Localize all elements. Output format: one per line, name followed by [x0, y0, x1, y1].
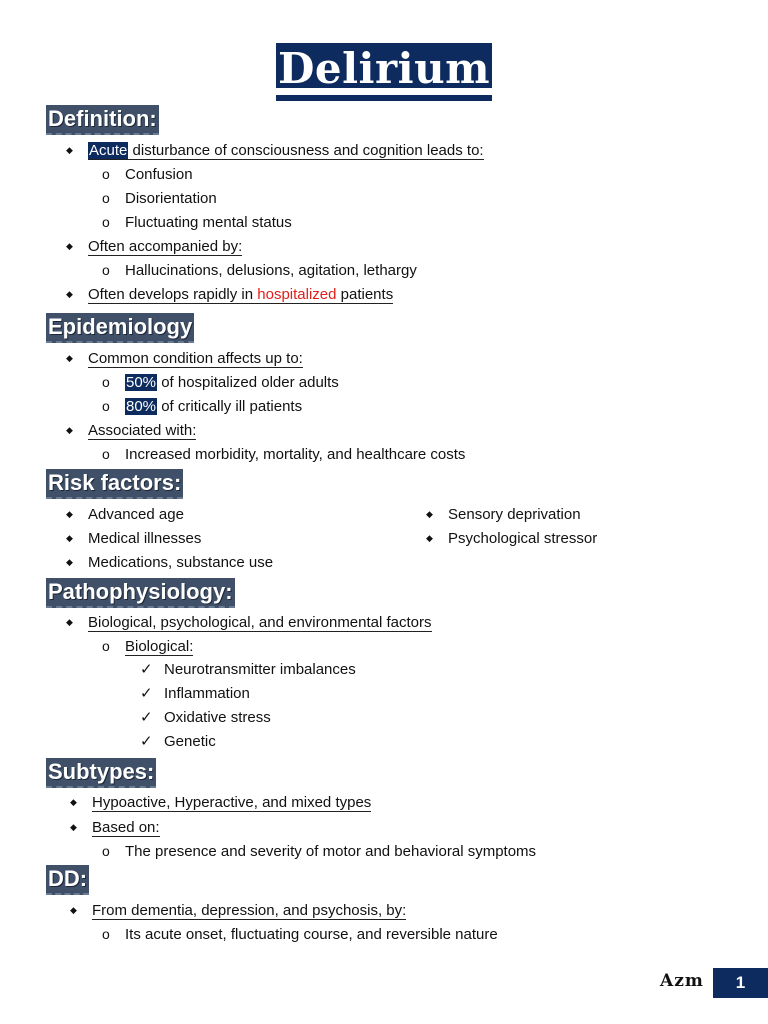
diamond-bullet-icon: ◆	[70, 822, 77, 832]
list-item	[140, 732, 216, 752]
list-item	[140, 660, 356, 680]
title-wrap	[0, 43, 768, 101]
circle-bullet-icon: o	[102, 843, 110, 859]
list-item	[102, 164, 193, 185]
list-item	[66, 140, 484, 161]
list-item	[426, 504, 581, 525]
diamond-bullet-icon: ◆	[66, 509, 73, 519]
list-item-text: Its acute onset, fluctuating course, and reversible nature	[125, 926, 498, 943]
circle-bullet-icon: o	[102, 262, 110, 278]
list-item-text: Hypoactive, Hyperactive, and mixed types	[92, 794, 372, 811]
list-item	[102, 924, 498, 945]
list-item	[66, 236, 242, 257]
list-item-text: disturbance of consciousness and cognition leads to:	[128, 142, 484, 159]
list-item-text: The presence and severity of motor and behavioral symptoms	[125, 843, 537, 860]
heading-dd: DD:	[46, 865, 89, 895]
checkmark-icon: ✓	[140, 685, 153, 702]
highlight-percent: 50%	[126, 374, 157, 391]
heading-subtypes: Subtypes:	[46, 758, 156, 788]
list-item-text: Advanced age	[88, 506, 184, 523]
list-item	[66, 612, 432, 633]
diamond-bullet-icon: ◆	[66, 617, 73, 627]
list-item-text: of hospitalized older adults	[157, 374, 339, 391]
circle-bullet-icon: o	[102, 374, 110, 390]
list-item-text: Genetic	[164, 733, 216, 750]
list-item-text: Medications, substance use	[88, 554, 274, 571]
heading-pathophysiology: Pathophysiology:	[46, 578, 235, 608]
list-item-text: Biological:	[125, 638, 194, 655]
diamond-bullet-icon: ◆	[66, 533, 73, 543]
list-item	[102, 396, 302, 417]
list-item-text: Often accompanied by:	[88, 238, 243, 255]
diamond-bullet-icon: ◆	[66, 425, 73, 435]
footer-signature: Azm	[660, 971, 704, 991]
list-item-text: Increased morbidity, mortality, and healthcare costs	[125, 446, 466, 463]
list-item	[70, 792, 371, 813]
list-item	[102, 636, 193, 657]
list-item-text: Inflammation	[164, 685, 250, 702]
diamond-bullet-icon: ◆	[66, 145, 73, 155]
diamond-bullet-icon: ◆	[66, 557, 73, 567]
heading-epidemiology: Epidemiology	[46, 313, 194, 343]
page-number: 1	[713, 968, 768, 998]
list-item-text: Medical illnesses	[88, 530, 202, 547]
diamond-bullet-icon: ◆	[426, 509, 433, 519]
red-text-hospitalized: hospitalized	[257, 286, 337, 303]
circle-bullet-icon: o	[102, 214, 110, 230]
list-item-text: Oxidative stress	[164, 709, 271, 726]
list-item	[426, 528, 597, 549]
list-item	[66, 552, 273, 573]
list-item-text: Based on:	[92, 819, 160, 836]
list-item-text: patients	[336, 286, 394, 303]
list-item	[140, 708, 271, 728]
list-item-text: From dementia, depression, and psychosis, by:	[92, 902, 407, 919]
circle-bullet-icon: o	[102, 190, 110, 206]
list-item-text: Common condition affects up to:	[88, 350, 303, 367]
list-item	[102, 841, 536, 862]
list-item	[70, 817, 160, 838]
checkmark-icon: ✓	[140, 709, 153, 726]
diamond-bullet-icon: ◆	[66, 353, 73, 363]
list-item-text: Neurotransmitter imbalances	[164, 661, 356, 678]
circle-bullet-icon: o	[102, 446, 110, 462]
diamond-bullet-icon: ◆	[66, 241, 73, 251]
list-item	[140, 684, 250, 704]
checkmark-icon: ✓	[140, 733, 153, 750]
list-item-text: Psychological stressor	[448, 530, 598, 547]
circle-bullet-icon: o	[102, 166, 110, 182]
list-item	[66, 528, 201, 549]
list-item	[102, 212, 292, 233]
list-item-text: Fluctuating mental status	[125, 214, 292, 231]
list-item-text: Hallucinations, delusions, agitation, lethargy	[125, 262, 417, 279]
list-item	[66, 284, 393, 305]
highlight-percent: 80%	[126, 398, 157, 415]
circle-bullet-icon: o	[102, 926, 110, 942]
list-item	[102, 444, 465, 465]
list-item	[66, 504, 184, 525]
page-title: Delirium	[276, 43, 492, 101]
list-item-text: Confusion	[125, 166, 193, 183]
list-item-text: Disorientation	[125, 190, 217, 207]
diamond-bullet-icon: ◆	[70, 797, 77, 807]
heading-risk-factors: Risk factors:	[46, 469, 183, 499]
checkmark-icon: ✓	[140, 661, 153, 678]
list-item-text: Often develops rapidly in	[88, 286, 258, 303]
list-item	[102, 188, 217, 209]
diamond-bullet-icon: ◆	[66, 289, 73, 299]
circle-bullet-icon: o	[102, 398, 110, 414]
diamond-bullet-icon: ◆	[426, 533, 433, 543]
list-item	[66, 420, 196, 441]
list-item	[102, 260, 417, 281]
heading-definition: Definition:	[46, 105, 159, 135]
list-item	[66, 348, 303, 369]
highlight-acute: Acute	[89, 142, 128, 159]
diamond-bullet-icon: ◆	[70, 905, 77, 915]
list-item-text: Sensory deprivation	[448, 506, 581, 523]
list-item	[102, 372, 339, 393]
circle-bullet-icon: o	[102, 638, 110, 654]
list-item-text: Associated with:	[88, 422, 197, 439]
list-item-text: of critically ill patients	[157, 398, 303, 415]
list-item	[70, 900, 406, 921]
list-item-text: Biological, psychological, and environmental factors	[88, 614, 432, 631]
